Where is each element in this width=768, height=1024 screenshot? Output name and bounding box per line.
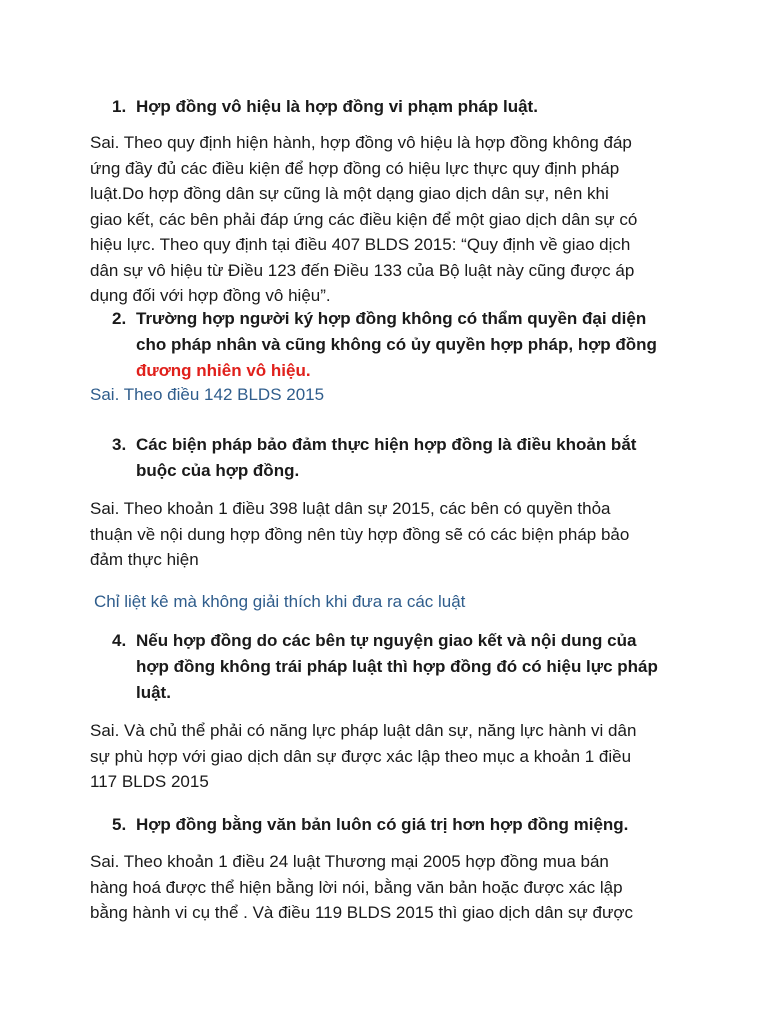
question-number: 3.	[112, 435, 127, 454]
answer-line: giao kết, các bên phải đáp ứng các điều kiện để một giao dịch dân sự có	[90, 209, 638, 229]
answer-line: Sai. Và chủ thể phải có năng lực pháp luật dân sự, năng lực hành vi dân	[90, 721, 637, 740]
answer-line: Sai. Theo khoản 1 điều 398 luật dân sự 2015, các bên có quyền thỏa	[90, 499, 611, 518]
question-line: Trường hợp người ký hợp đồng không có thẩm quyền đại diện	[136, 309, 647, 328]
question-line: buộc của hợp đồng.	[136, 461, 300, 480]
reviewer-note-2: Chỉ liệt kê mà không giải thích khi đưa ra các luật	[94, 592, 466, 611]
answer-1	[90, 130, 690, 309]
answer-line: 117 BLDS 2015	[90, 772, 209, 791]
question-2	[90, 306, 690, 384]
answer-line: đảm thực hiện	[90, 550, 199, 569]
question-line: hợp đồng không trái pháp luật thì hợp đồng đó có hiệu lực pháp	[136, 657, 658, 676]
question-text: Hợp đồng vô hiệu là hợp đồng vi phạm pháp luật.	[136, 97, 538, 116]
answer-line: Sai. Theo quy định hiện hành, hợp đồng vô hiệu là hợp đồng không đáp	[90, 133, 632, 152]
answer-line: thuận về nội dung hợp đồng nên tùy hợp đồng sẽ có các biện pháp bảo	[90, 524, 630, 544]
question-4	[90, 628, 690, 706]
question-highlight: đương nhiên vô hiệu.	[136, 361, 311, 380]
answer-4	[90, 718, 690, 795]
reviewer-note-1: Sai. Theo điều 142 BLDS 2015	[90, 385, 325, 404]
question-line: luật.	[136, 683, 171, 702]
question-3	[90, 432, 690, 484]
question-line: Các biện pháp bảo đảm thực hiện hợp đồng là điều khoản bắt	[136, 435, 637, 454]
question-line: cho pháp nhân và cũng không có ủy quyền hợp pháp, hợp đồng	[136, 335, 657, 354]
answer-line: sự phù hợp với giao dịch dân sự được xác lập theo mục a khoản 1 điều	[90, 746, 632, 766]
question-line: Nếu hợp đồng do các bên tự nguyện giao kết và nội dung của	[136, 631, 637, 650]
answer-line: hàng hoá được thể hiện bằng lời nói, bằng văn bản hoặc được xác lập	[90, 877, 623, 897]
answer-line: dụng đối với hợp đồng vô hiệu”.	[90, 286, 331, 305]
question-number: 1.	[112, 97, 127, 116]
answer-line: bằng hành vi cụ thể . Và điều 119 BLDS 2015 thì giao dịch dân sự được	[90, 903, 634, 922]
question-5	[90, 812, 690, 838]
answer-5	[90, 849, 690, 926]
question-number: 5.	[112, 815, 127, 834]
answer-line: Sai. Theo khoản 1 điều 24 luật Thương mại 2005 hợp đồng mua bán	[90, 852, 609, 871]
answer-line: luật.Do hợp đồng dân sự cũng là một dạng giao dịch dân sự, nên khi	[90, 184, 609, 203]
question-number: 2.	[112, 309, 127, 328]
answer-line: ứng đầy đủ các điều kiện để hợp đồng có hiệu lực thực quy định pháp	[90, 158, 620, 178]
question-text: Hợp đồng bằng văn bản luôn có giá trị hơn hợp đồng miệng.	[136, 815, 629, 834]
question-1	[90, 94, 690, 120]
answer-line: hiệu lực. Theo quy định tại điều 407 BLDS 2015: “Quy định về giao dịch	[90, 235, 631, 254]
answer-line: dân sự vô hiệu từ Điều 123 đến Điều 133 của Bộ luật này cũng được áp	[90, 260, 635, 280]
answer-3	[90, 496, 690, 573]
question-number: 4.	[112, 631, 127, 650]
